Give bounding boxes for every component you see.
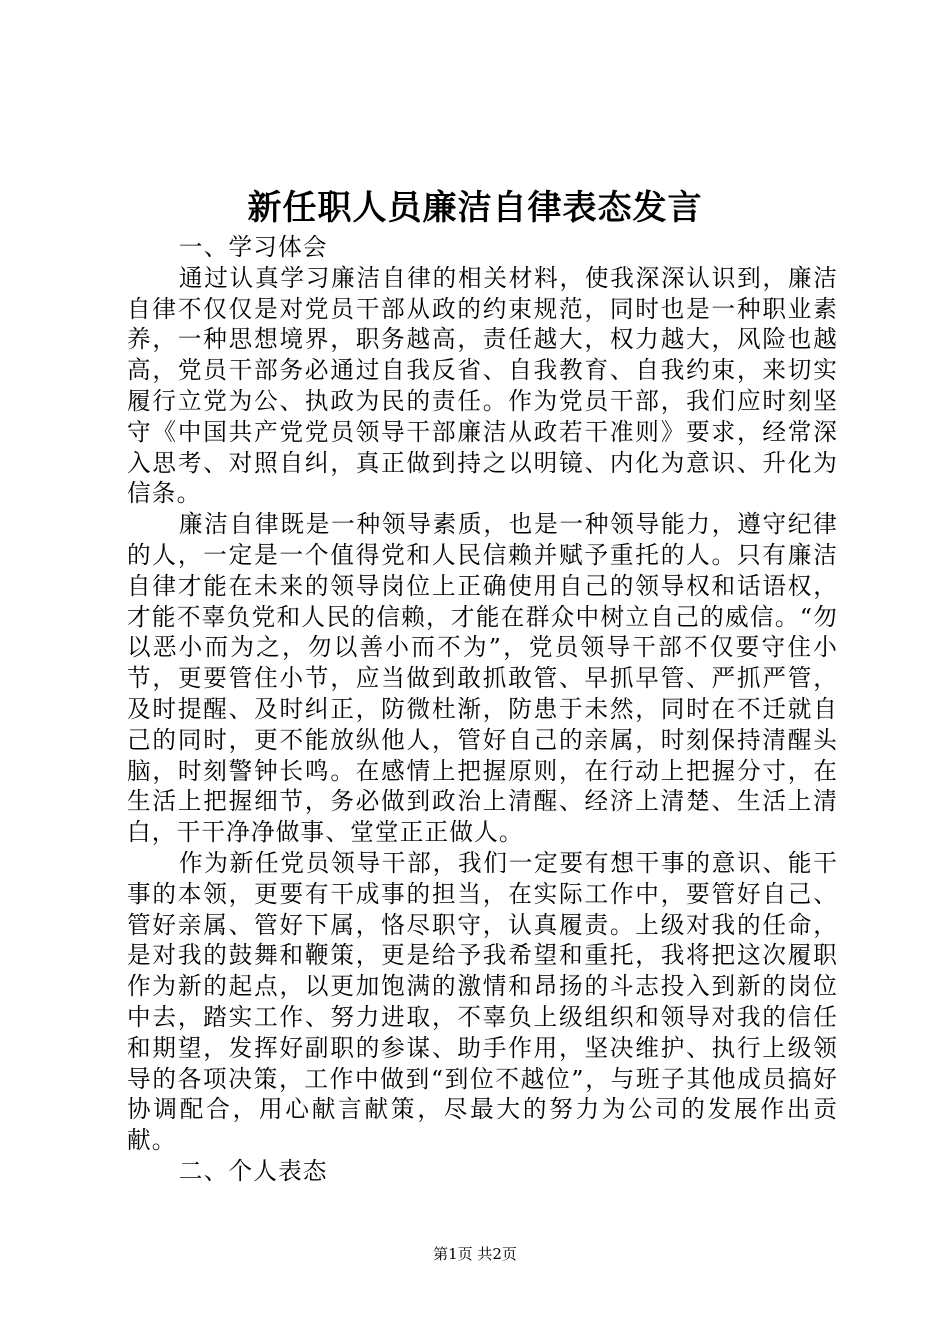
section-heading-statement: 二、个人表态	[178, 1156, 328, 1185]
paragraph-3: 作为新任党员领导干部，我们一定要有想干事的意识、能干事的本领，更要有干成事的担当，在实际工作中，要管好自己、管好亲属、管好下属，恪尽职守，认真履责。上级对我的任命，是对我的鼓舞和鞭策，更是给予我希望和重托，我将把这次履职作为新的起点，以更加饱满的激情和昂扬的斗志投入到新的岗位中去，踏实工作、努力进取，不辜负上级组织和领导对我的信任和期望，发挥好副职的参谋、助手作用，坚决维护、执行上级领导的各项决策，工作中做到“到位不越位”，与班子其他成员搞好协调配合，用心献言献策，尽最大的努力为公司的发展作出贡献。	[127, 848, 838, 1155]
document-title: 新任职人员廉洁自律表态发言	[247, 188, 703, 228]
document-body	[127, 232, 838, 1187]
paragraph-2: 廉洁自律既是一种领导素质，也是一种领导能力，遵守纪律的人，一定是一个值得党和人民信赖并赋予重托的人。只有廉洁自律才能在未来的领导岗位上正确使用自己的领导权和话语权，才能不辜负党和人民的信赖，才能在群众中树立自己的威信。“勿以恶小而为之，勿以善小而不为”，党员领导干部不仅要守住小节，更要管住小节，应当做到敢抓敢管、早抓早管、严抓严管，及时提醒、及时纠正，防微杜渐，防患于未然，同时在不迁就自己的同时，更不能放纵他人，管好自己的亲属，时刻保持清醒头脑，时刻警钟长鸣。在感情上把握原则，在行动上把握分寸，在生活上把握细节，务必做到政治上清醒、经济上清楚、生活上清白，干干净净做事、堂堂正正做人。	[127, 510, 838, 847]
page-footer	[0, 1244, 950, 1264]
paragraph-1: 通过认真学习廉洁自律的相关材料，使我深深认识到，廉洁自律不仅仅是对党员干部从政的约束规范，同时也是一种职业素养，一种思想境界，职务越高，责任越大，权力越大，风险也越高，党员干部务必通过自我反省、自我教育、自我约束，来切实履行立党为公、执政为民的责任。作为党员干部，我们应时刻坚守《中国共产党党员领导干部廉洁从政若干准则》要求，经常深入思考、对照自纠，真正做到持之以明镜、内化为意识、升化为信条。	[127, 263, 838, 508]
section-heading-study: 一、学习体会	[178, 233, 328, 261]
page-indicator: 第1页 共2页	[433, 1245, 517, 1263]
